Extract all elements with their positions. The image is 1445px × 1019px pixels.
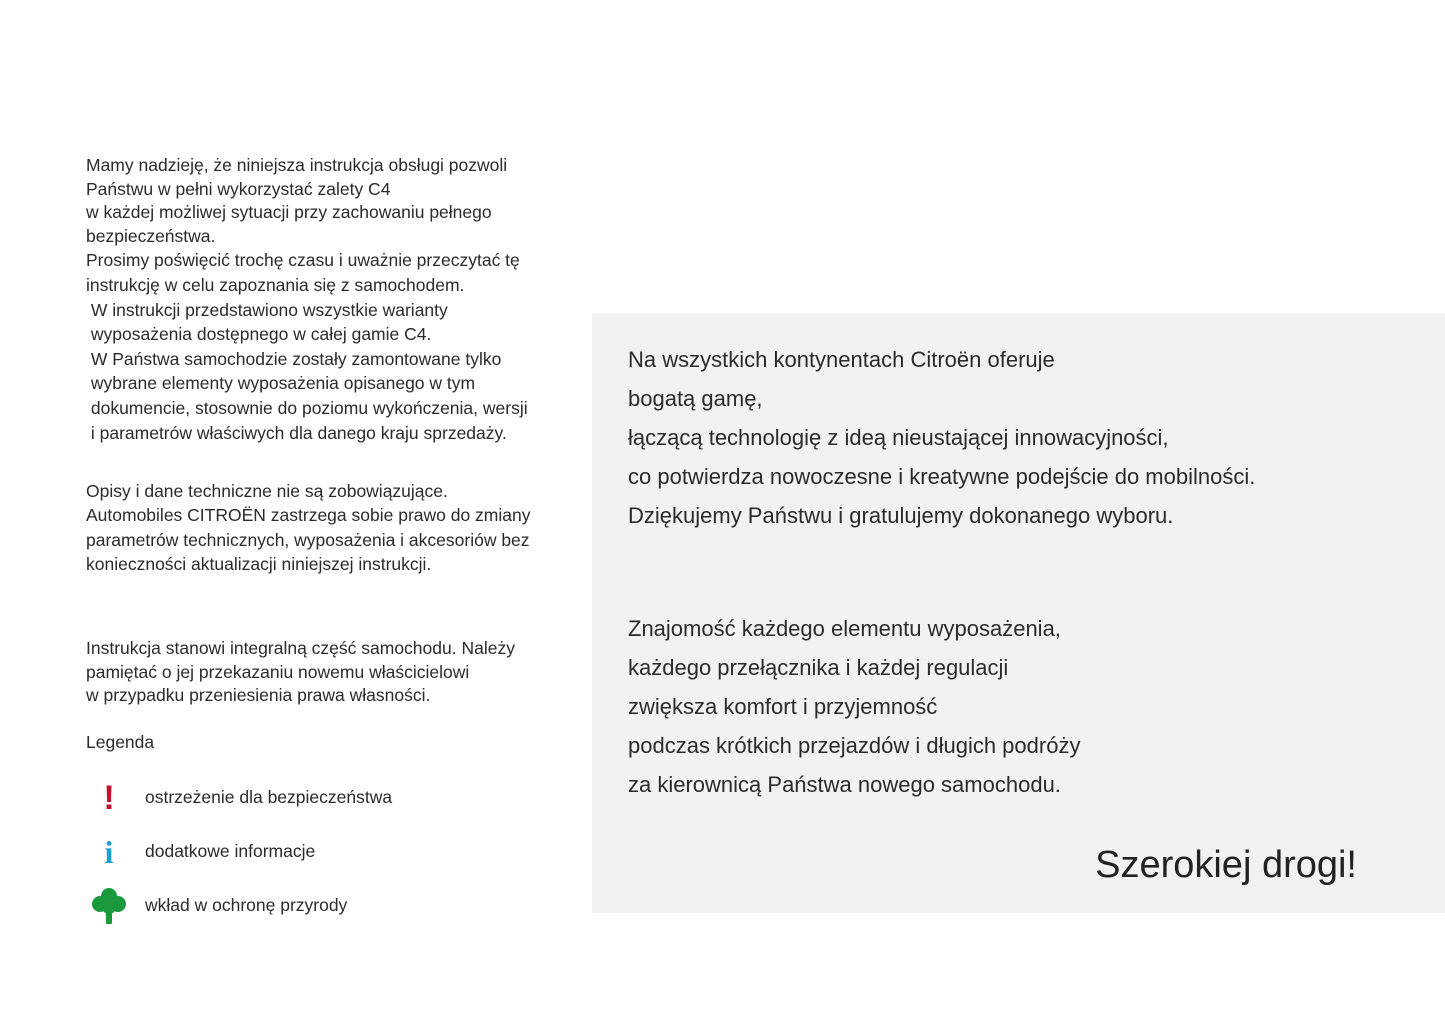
intro-line: Państwu w pełni wykorzystać zalety C4 (86, 178, 391, 199)
intro-paragraph (86, 154, 566, 445)
intro-line: wybrane elementy wyposażenia opisanego w tym (86, 373, 476, 394)
integral-line: w przypadku przeniesienia prawa własności. (86, 685, 431, 706)
intro-line: bezpieczeństwa. (86, 225, 216, 246)
disclaimer-line: konieczności aktualizacji niniejszej instrukcji. (86, 553, 432, 574)
intro-line: W instrukcji przedstawiono wszystkie warianty (86, 299, 448, 320)
intro-line: Prosimy poświęcić trochę czasu i uważnie przeczytać tę (86, 250, 520, 271)
offer-line: Dziękujemy Państwu i gratulujemy dokonanego wyboru. (628, 503, 1174, 528)
intro-line: W Państwa samochodzie zostały zamontowane tylko (86, 348, 502, 369)
disclaimer-line: Opisy i dane techniczne nie są zobowiązujące. (86, 481, 448, 502)
exclamation-icon: ! (103, 778, 115, 817)
integral-line: pamiętać o jej przekazaniu nowemu właścicielowi (86, 661, 470, 682)
intro-line: w każdej możliwej sytuacji przy zachowaniu pełnego (86, 202, 492, 223)
offer-paragraph (628, 340, 1428, 535)
knowledge-line: Znajomość każdego elementu wyposażenia, (628, 616, 1061, 641)
left-column (86, 154, 566, 933)
legend-label: dodatkowe informacje (145, 841, 316, 862)
info-icon: i (104, 833, 114, 870)
legend-item-warning (86, 771, 566, 825)
disclaimer-line: parametrów technicznych, wyposażenia i akcesoriów bez (86, 529, 530, 550)
integral-paragraph (86, 637, 566, 708)
intro-line: i parametrów właściwych dla danego kraju sprzedaży. (86, 422, 507, 443)
legend-title: Legenda (86, 731, 155, 752)
legend-item-info (86, 825, 566, 879)
legend-list (86, 771, 566, 933)
intro-line: Mamy nadzieję, że niniejsza instrukcja obsługi pozwoli (86, 155, 508, 175)
integral-line: Instrukcja stanowi integralną część samochodu. Należy (86, 637, 515, 658)
offer-line: bogatą gamę, (628, 386, 763, 411)
disclaimer-line: Automobiles CITROËN zastrzega sobie prawo do zmiany (86, 505, 531, 526)
disclaimer-paragraph (86, 479, 566, 576)
tree-icon (86, 886, 132, 926)
knowledge-paragraph (628, 609, 1428, 804)
tree-icon-svg (92, 887, 126, 925)
welcome-panel (592, 313, 1445, 913)
intro-line: dokumencie, stosownie do poziomu wykończenia, wersji (86, 397, 528, 418)
intro-line: instrukcję w celu zapoznania się z samochodem. (86, 274, 465, 295)
offer-line: łączącą technologię z ideą nieustającej innowacyjności, (628, 425, 1169, 450)
legend-item-environment (86, 879, 566, 933)
knowledge-line: każdego przełącznika i każdej regulacji (628, 655, 1009, 680)
knowledge-line: za kierownicą Państwa nowego samochodu. (628, 772, 1061, 797)
legend-label: wkład w ochronę przyrody (145, 895, 348, 916)
legend-label: ostrzeżenie dla bezpieczeństwa (145, 787, 393, 808)
closing-greeting: Szerokiej drogi! (1095, 844, 1357, 886)
intro-line: wyposażenia dostępnego w całej gamie C4. (86, 324, 432, 345)
offer-line: Na wszystkich kontynentach Citroën oferuje (628, 347, 1055, 372)
knowledge-line: zwiększa komfort i przyjemność (628, 694, 938, 719)
offer-line: co potwierdza nowoczesne i kreatywne podejście do mobilności. (628, 464, 1256, 489)
knowledge-line: podczas krótkich przejazdów i długich podróży (628, 733, 1081, 758)
